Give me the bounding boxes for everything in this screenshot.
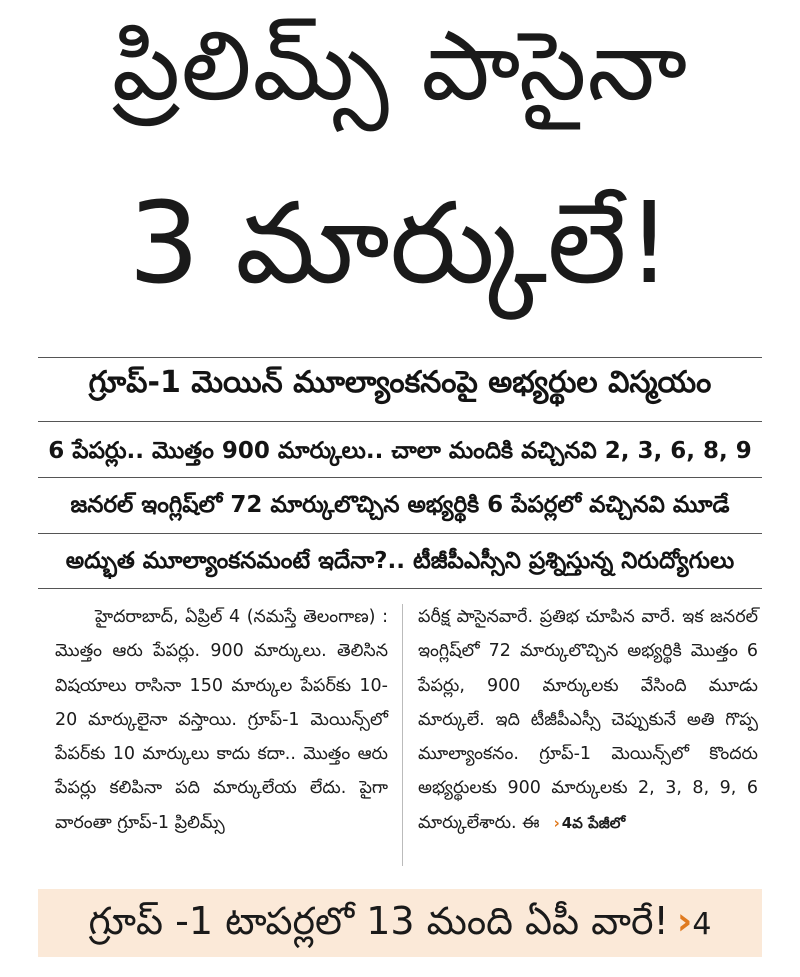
divider <box>38 421 762 422</box>
related-story-banner[interactable] <box>38 889 762 957</box>
headline-line-1: ప్రిలిమ్స్ పాసైనా <box>111 10 689 122</box>
subheading-3: జనరల్ ఇంగ్లిష్‌లో 72 మార్కులొచ్చిన అభ్యర్థికి 6 పేపర్లలో వచ్చినవి మూడే <box>70 492 730 518</box>
subheading-2: 6 పేపర్లు.. మొత్తం 900 మార్కులు.. చాలా మందికి వచ్చినవి 2, 3, 6, 8, 9 <box>48 438 752 464</box>
continued-jump[interactable] <box>554 814 626 832</box>
column-divider <box>402 604 403 866</box>
subheading-1: గ్రూప్-1 మెయిన్ మూల్యాంకనంపై అభ్యర్థుల విస్మయం <box>88 365 712 400</box>
banner-page-number: 4 <box>692 907 712 942</box>
article-column-right <box>418 600 758 840</box>
divider <box>38 588 762 589</box>
chevron-right-icon: › <box>553 813 560 832</box>
divider <box>38 477 762 478</box>
banner-text: గ్రూప్ -1 టాపర్లలో 13 మంది ఏపీ వారే! <box>88 899 669 943</box>
banner-headline <box>38 899 762 953</box>
jump-label: 4వ పేజీలో <box>561 813 626 832</box>
article-text-right: పరీక్ష పాసైనవారే. ప్రతిభ చూపిన వారే. ఇక జనరల్ ఇంగ్లిష్‌లో 72 మార్కులొచ్చిన అభ్యర్థికి మొత్తం 6 పేపర్లు, 900 మార్కులకు వేసింది మూడు మార్కులే. ఇది టీజీపీఎస్సీ చెప్పుకునే అతి గొప్ప మూల్యాంకనం. గ్రూప్-1 మెయిన్స్‌లో కొందరు అభ్యర్థులకు 900 మార్కులకు 2, 3, 8, 9, 6 మార్కులేశారు. ఈ <box>418 607 758 833</box>
article-column-left: హైదరాబాద్, ఏప్రిల్ 4 (నమస్తే తెలంగాణ) : మొత్తం ఆరు పేపర్లు. 900 మార్కులు. తెలిసిన విషయాలు రాసినా 150 మార్కుల పేపర్‌కు 10-20 మార్కులైనా వస్తాయి. గ్రూప్-1 మెయిన్స్‌లో పేపర్‌కు 10 మార్కులు కాదు కదా.. మొత్తం ఆరు పేపర్లు కలిపినా పది మార్కులేయ లేదు. పైగా వారంతా గ్రూప్-1 ప్రిలిమ్స్ <box>55 607 388 833</box>
divider <box>38 533 762 534</box>
divider <box>38 357 762 358</box>
chevron-right-icon: › <box>676 899 693 943</box>
headline-line-2: 3 మార్కులే! <box>128 179 672 309</box>
subheading-4: అద్భుత మూల్యాంకనమంటే ఇదేనా?.. టీజీపీఎస్సీని ప్రశ్నిస్తున్న నిరుద్యోగులు <box>65 548 735 574</box>
